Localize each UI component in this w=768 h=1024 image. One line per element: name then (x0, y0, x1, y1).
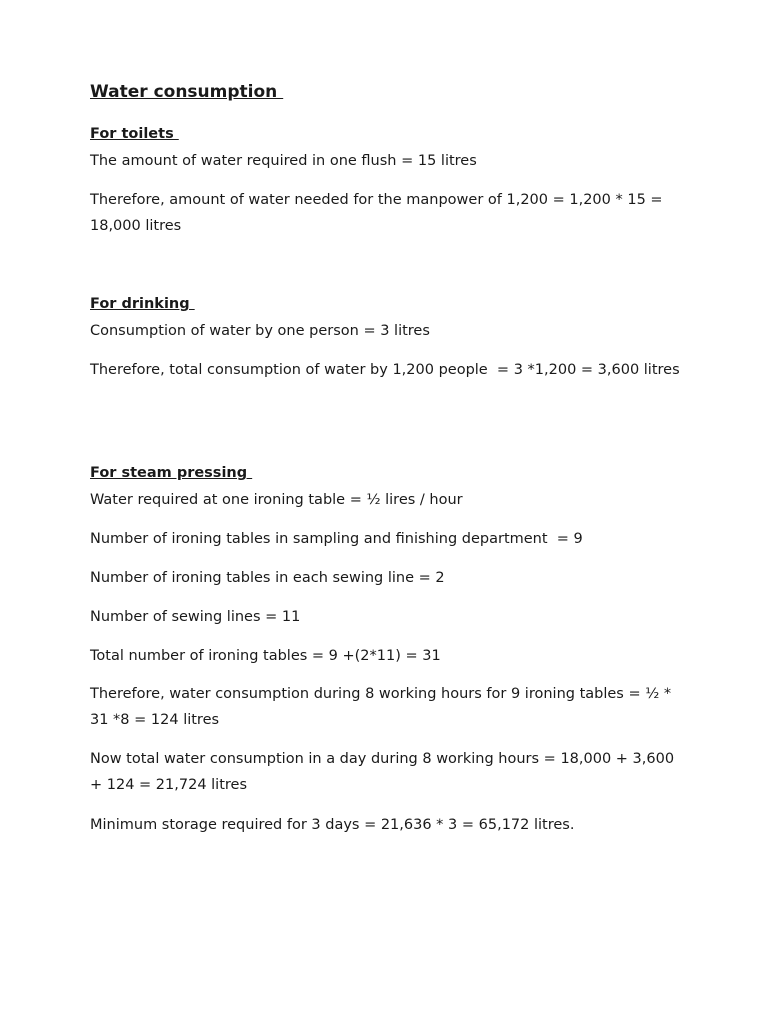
section-heading-toilets: For toilets (90, 126, 179, 142)
paragraph-tables-per-line: Number of ironing tables in each sewing line = 2 (90, 570, 445, 586)
paragraph-tables-finishing: Number of ironing tables in sampling and finishing department = 9 (90, 531, 583, 547)
paragraph-drinking-total: Therefore, total consumption of water by 1,200 people = 3 *1,200 = 3,600 litres (90, 362, 680, 378)
paragraph-sewing-lines: Number of sewing lines = 11 (90, 609, 301, 625)
paragraph-water-per-table: Water required at one ironing table = ½ lires / hour (90, 492, 463, 508)
paragraph-steam-consumption: Therefore, water consumption during 8 working hours for 9 ironing tables = ½ * 31 *8 = 124 litres (90, 686, 676, 728)
paragraph-daily-total: Now total water consumption in a day during 8 working hours = 18,000 + 3,600 + 124 = 21,724 litres (90, 751, 679, 793)
paragraph-storage-required: Minimum storage required for 3 days = 21,636 * 3 = 65,172 litres. (90, 817, 575, 833)
section-heading-steam-pressing: For steam pressing (90, 465, 253, 481)
paragraph-total-tables: Total number of ironing tables = 9 +(2*11) = 31 (90, 648, 441, 664)
section-heading-drinking: For drinking (90, 296, 195, 312)
paragraph-flush-amount: The amount of water required in one flush = 15 litres (90, 153, 477, 169)
paragraph-toilet-total: Therefore, amount of water needed for the manpower of 1,200 = 1,200 * 15 = 18,000 litres (90, 192, 668, 234)
paragraph-per-person: Consumption of water by one person = 3 litres (90, 323, 430, 339)
document-title: Water consumption (90, 82, 284, 102)
